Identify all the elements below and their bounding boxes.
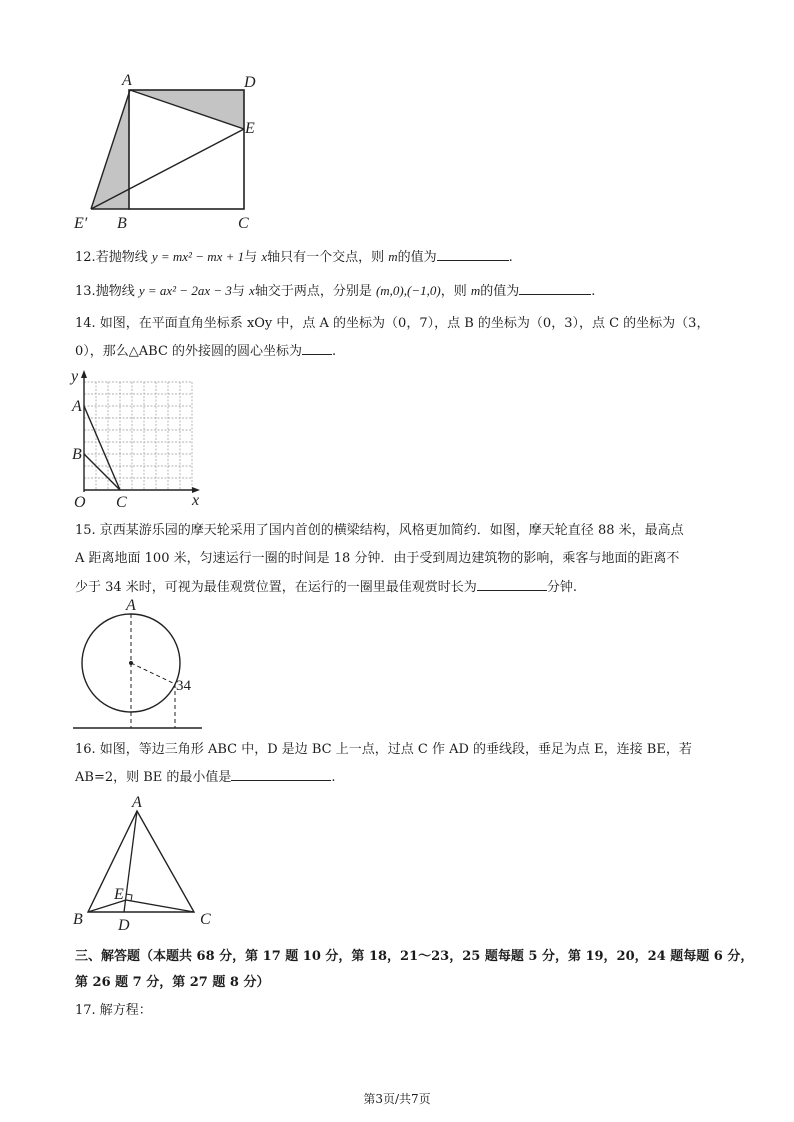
question-15-line1: 15. 京西某游乐园的摩天轮采用了国内首创的横梁结构，风格更加简约．如图，摩天轮直径 88 米，最高点 (75, 523, 684, 538)
answer-blank[interactable] (302, 339, 332, 355)
question-12: 12.若抛物线 y = mx² − mx + 1与 x轴只有一个交点，则 m的值为 . (75, 245, 513, 270)
answer-blank[interactable] (231, 765, 331, 781)
points: (m,0),(−1,0) (375, 283, 441, 298)
question-15-line3: 少于 34 米时，可视为最佳观赏位置，在运行的一圈里最佳观赏时长为 分钟. (75, 575, 577, 600)
label-origin: O (74, 494, 86, 511)
label-d: D (244, 74, 256, 91)
answer-blank[interactable] (477, 575, 547, 591)
question-14-line2: 0），那么△ABC 的外接圆的圆心坐标为 . (75, 339, 336, 364)
label-e: E (245, 120, 255, 137)
question-16-line1: 16. 如图，等边三角形 ABC 中，D 是边 BC 上一点，过点 C 作 AD 的垂线段，垂足为点 E，连接 BE，若 (75, 742, 692, 757)
question-14-line1: 14. 如图，在平面直角坐标系 xOy 中，点 A 的坐标为（0，7），点 B 的坐标为（0，3），点 C 的坐标为（3， (75, 316, 710, 331)
label-y-axis: y (71, 368, 79, 385)
label-c: C (116, 494, 127, 511)
answer-blank[interactable] (437, 245, 509, 261)
question-16-line2: AB=2，则 BE 的最小值是 . (75, 765, 336, 790)
figure-ferris-wheel (68, 598, 218, 738)
label-a: A (72, 398, 82, 415)
label-b: B (73, 911, 83, 928)
label-c: C (200, 911, 211, 928)
label-a: A (132, 794, 142, 811)
figure-equilateral-triangle (68, 793, 228, 938)
page-number: 第3页/共7页 (363, 1092, 431, 1106)
question-15-line2: A 距离地面 100 米，匀速运行一圈的时间是 18 分钟．由于受到周边建筑物的影响，乘客与地面的距离不 (75, 551, 680, 566)
label-height-34: 34 (176, 678, 191, 694)
label-c: C (238, 215, 249, 232)
label-e: E (114, 886, 124, 903)
formula: y = mx² − mx + 1 (151, 249, 245, 264)
section-3-heading-line1: 三、解答题（本题共 68 分，第 17 题 10 分，第 18，21～23，25 题每题 5 分，第 19，20，24 题每题 6 分， (75, 949, 754, 964)
label-a: A (122, 72, 132, 89)
label-b: B (72, 446, 82, 463)
label-b: B (117, 215, 127, 232)
label-a: A (126, 598, 136, 614)
section-3-heading-line2: 第 26 题 7 分，第 27 题 8 分） (75, 975, 270, 990)
label-e-prime: E′ (74, 215, 88, 232)
label-d: D (118, 917, 130, 934)
question-17: 17. 解方程： (75, 1003, 152, 1018)
label-x-axis: x (192, 492, 200, 509)
figure-square-rotation (70, 66, 270, 234)
answer-blank[interactable] (519, 279, 591, 295)
question-13: 13.抛物线 y = ax² − 2ax − 3与 x轴交于两点，分别是 (m,0),(−1,0)，则 m的值为 . (75, 279, 595, 304)
formula: y = ax² − 2ax − 3 (138, 283, 232, 298)
figure-coordinate-grid (68, 366, 208, 511)
